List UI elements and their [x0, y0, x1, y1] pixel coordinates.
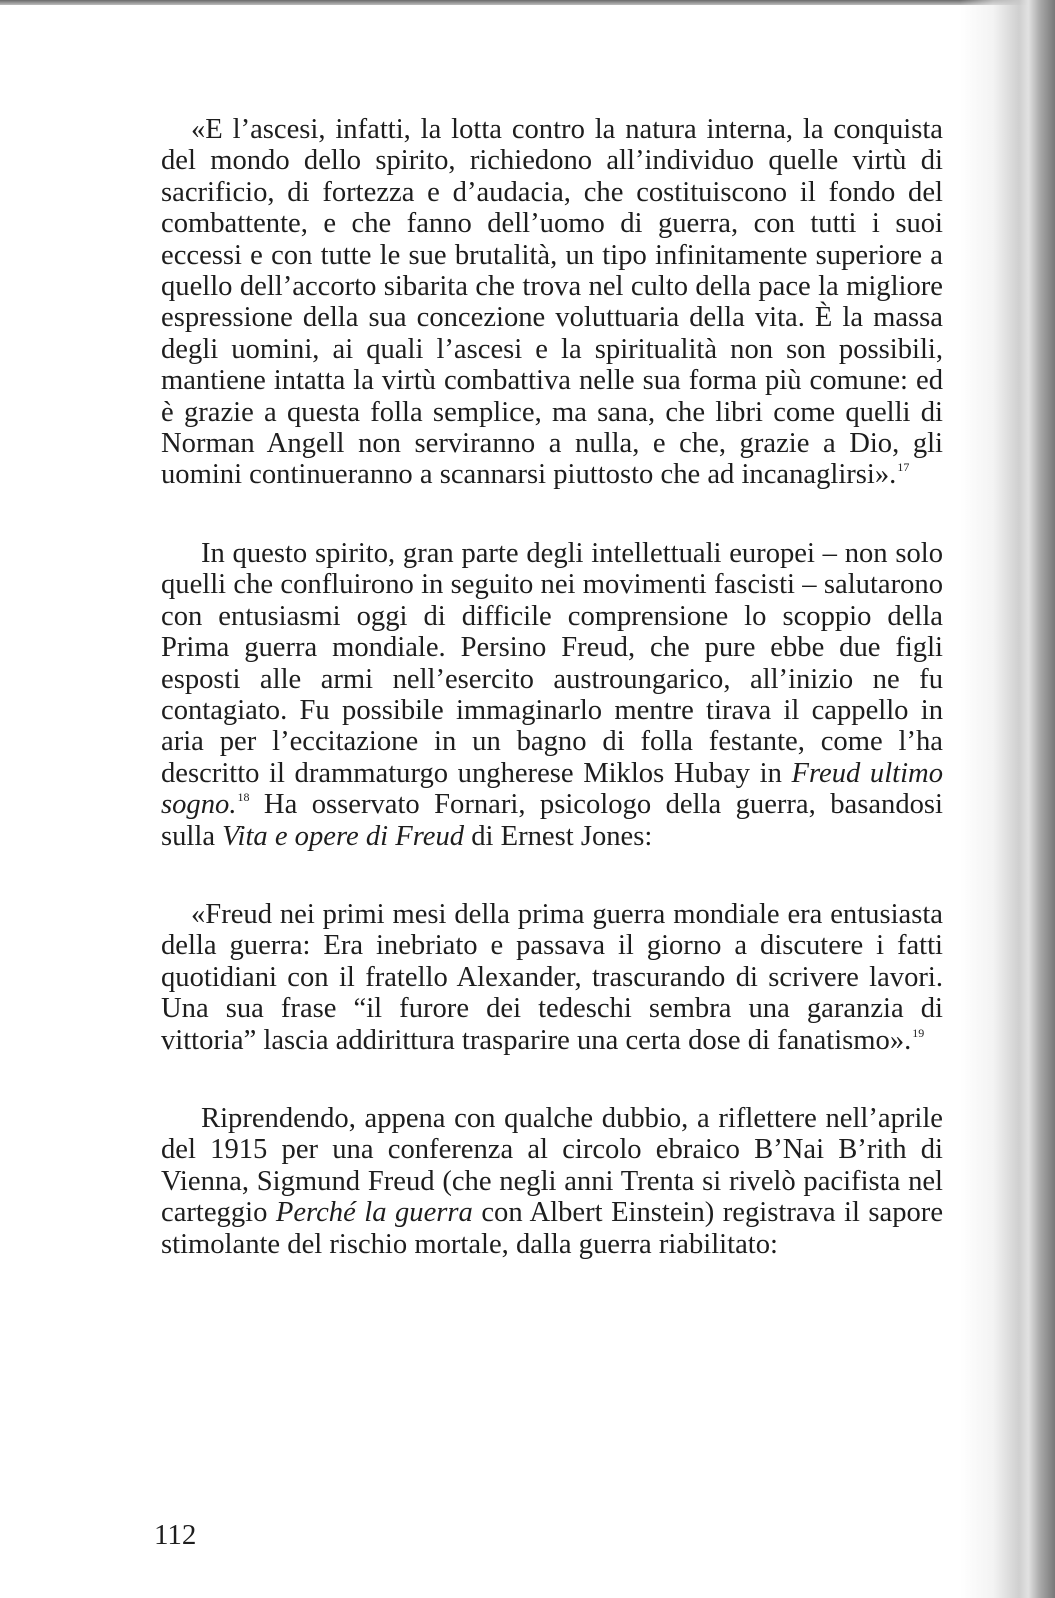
- text-run: di Ernest Jones:: [464, 820, 653, 852]
- book-gutter-shadow: [960, 0, 1055, 1598]
- text-run: con Albert Einstein) registrava il sapore stimolante del rischio mortale, dalla guerra riabilitato:: [161, 1197, 944, 1260]
- paragraph-gap: [161, 1056, 943, 1103]
- footnote-ref: 17: [897, 460, 910, 475]
- text-run: Riprendendo, appena con qualche dubbio, a riflettere nell’aprile del 1915 per una conferenza al circolo ebraico B’Nai B’rith di Vienna, Sigmund Freud (che negli anni Trenta si rivelò pacifista nel carteggio: [161, 1102, 943, 1229]
- paragraph-quote-ascesi: [161, 114, 943, 491]
- footnote-ref: 19: [912, 1025, 925, 1040]
- text-run: «E l’ascesi, infatti, la lotta contro la natura interna, la conquista del mondo dello spirito, richiedono all’individuo quelle virtù di sacrificio, di fortezza e d’audacia, che costituiscono il fondo del combattente, e che fanno dell’uomo di guerra, con tutti i suoi eccessi e con tutte le sue brutalità, un tipo infinitamente superiore a quello dell’accorto sibarita che trova nel culto della pace la migliore espressione della sua concezione voluttuaria della vita. È la massa degli uomini, ai quali l’ascesi e la spiritualità non son possibili, mantiene intatta la virtù combattiva nelle sua forma più comune: ed è grazie a questa folla semplice, ma sana, che libri come quelli di Norman Angell non serviranno a nulla, e che, grazie a Dio, gli uomini continueranno a scannarsi piuttosto che ad incanaglirsi».: [161, 114, 943, 491]
- paragraph-riprendendo: [161, 1103, 943, 1260]
- italic-title: Perché la guerra: [275, 1197, 473, 1229]
- italic-title: Freud ultimo sogno.: [161, 757, 943, 821]
- text-run: «Freud nei primi mesi della prima guerra mondiale era entusiasta della guerra: Era inebriato e passava il giorno a discutere i fatti quotidiani con il fratello Alexander, trascurando di scrivere lavori. Una sua frase “il furore dei tedeschi sembra una garanzia di vittoria” lascia addirittura trasparire una certa dose di fanatismo».: [161, 898, 943, 1056]
- italic-title: Vita e opere di Freud: [222, 820, 465, 852]
- page-top-edge: [0, 0, 1055, 5]
- text-run: In questo spirito, gran parte degli intellettuali europei – non solo quelli che confluirono in seguito nei movimenti fascisti – salutarono con entusiasmi oggi di difficile comprensione lo scoppio della Prima guerra mondiale. Persino Freud, che pure ebbe due figli esposti alle armi nell’esercito austroungarico, all’inizio ne fu contagiato. Fu possibile immaginarlo mentre tirava il cappello in aria per l’eccitazione in un bagno di folla festante, come l’ha descritto il drammaturgo ungherese Miklos Hubay in: [161, 537, 943, 789]
- paragraph-intellettuali: [161, 538, 943, 852]
- paragraph-quote-freud: [161, 899, 943, 1056]
- page-number: 112: [154, 1519, 197, 1551]
- footnote-ref: 18: [237, 790, 250, 805]
- paragraph-gap: [161, 491, 943, 538]
- text-run: Ha osservato Fornari, psicologo della guerra, basandosi sulla: [161, 789, 943, 852]
- paragraph-gap: [161, 852, 943, 899]
- text-column: [161, 114, 943, 1260]
